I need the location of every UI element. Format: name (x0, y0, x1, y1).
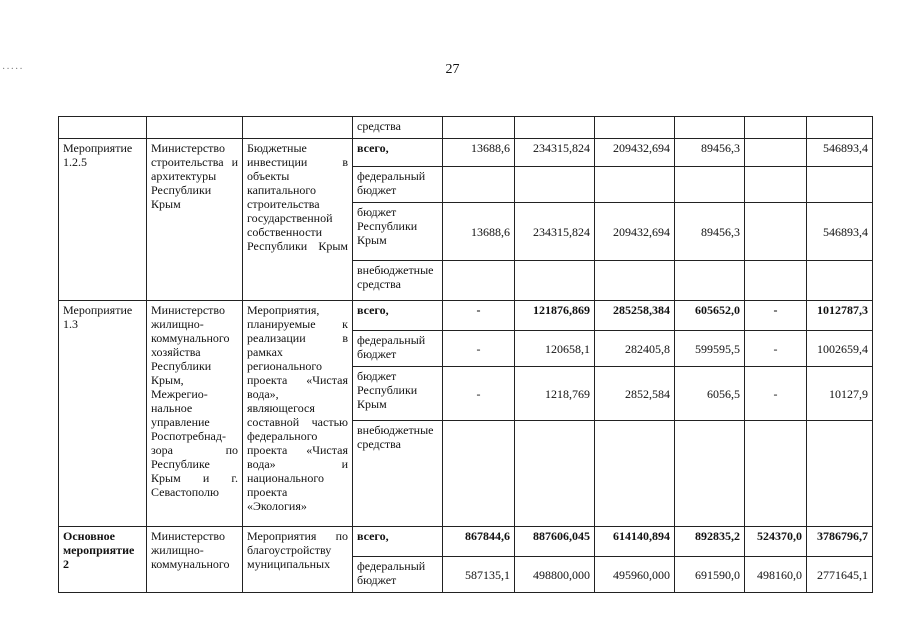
value-2020 (515, 421, 595, 527)
value-total (807, 167, 873, 203)
table-row (59, 301, 873, 331)
value-2023: - (745, 301, 807, 331)
value-2022 (675, 117, 745, 139)
value-2019 (443, 117, 515, 139)
value-2023 (745, 203, 807, 261)
value-2021: 209432,694 (595, 139, 675, 167)
value-2022: 6056,5 (675, 367, 745, 421)
value-total (807, 117, 873, 139)
source-cell: всего, (353, 139, 443, 167)
value-2021: 2852,584 (595, 367, 675, 421)
value-2022: 599595,5 (675, 331, 745, 367)
source-cell: внебюджетные средства (353, 421, 443, 527)
value-2023: - (745, 367, 807, 421)
description-cell: Мероприятия, планируемые к реализации в рамках регионального проекта «Чистая вода», являющегося составной частью федерального проекта «Чистая вода» и национального проекта «Экология» (243, 301, 353, 527)
value-2023 (745, 421, 807, 527)
executor-cell (147, 117, 243, 139)
executor-cell: Министерство строительства и архитектуры Республики Крым (147, 139, 243, 301)
value-2023: 524370,0 (745, 527, 807, 557)
value-2019 (443, 261, 515, 301)
description-cell: Мероприятия по благоустройству муниципальных (243, 527, 353, 593)
value-2020: 120658,1 (515, 331, 595, 367)
value-2023 (745, 167, 807, 203)
value-2020: 1218,769 (515, 367, 595, 421)
value-2023 (745, 117, 807, 139)
value-2021: 282405,8 (595, 331, 675, 367)
value-2021: 209432,694 (595, 203, 675, 261)
value-total: 1012787,3 (807, 301, 873, 331)
value-2022: 89456,3 (675, 139, 745, 167)
value-2020: 234315,824 (515, 139, 595, 167)
source-cell: бюджет Республики Крым (353, 203, 443, 261)
value-2020: 887606,045 (515, 527, 595, 557)
value-2022: 892835,2 (675, 527, 745, 557)
executor-cell: Министерство жилищно-коммунального (147, 527, 243, 593)
value-total (807, 421, 873, 527)
value-2020: 121876,869 (515, 301, 595, 331)
table-row (59, 527, 873, 557)
value-2022: 605652,0 (675, 301, 745, 331)
source-cell: всего, (353, 527, 443, 557)
value-2023 (745, 139, 807, 167)
margin-mark: ····· (2, 64, 24, 75)
value-2022 (675, 421, 745, 527)
value-2020: 498800,000 (515, 557, 595, 593)
value-total (807, 261, 873, 301)
value-2021 (595, 167, 675, 203)
value-total: 2771645,1 (807, 557, 873, 593)
value-2020 (515, 167, 595, 203)
value-2019: - (443, 331, 515, 367)
value-2023: - (745, 331, 807, 367)
value-2021: 495960,000 (595, 557, 675, 593)
value-2019: 587135,1 (443, 557, 515, 593)
source-cell: внебюджетные средства (353, 261, 443, 301)
description-cell: Бюджетные инвестиции в объекты капитального строительства государственной собственности Республики Крым (243, 139, 353, 301)
value-2023: 498160,0 (745, 557, 807, 593)
value-2021: 285258,384 (595, 301, 675, 331)
program-cell: Мероприятие 1.2.5 (59, 139, 147, 301)
table-row (59, 139, 873, 167)
value-2020: 234315,824 (515, 203, 595, 261)
value-2021 (595, 421, 675, 527)
value-2023 (745, 261, 807, 301)
budget-table (58, 116, 873, 593)
value-total: 3786796,7 (807, 527, 873, 557)
source-cell: бюджет Республики Крым (353, 367, 443, 421)
value-2022: 89456,3 (675, 203, 745, 261)
value-2019: - (443, 367, 515, 421)
source-cell: федеральный бюджет (353, 557, 443, 593)
value-2022: 691590,0 (675, 557, 745, 593)
value-2019: - (443, 301, 515, 331)
value-total: 546893,4 (807, 139, 873, 167)
source-cell: федеральный бюджет (353, 167, 443, 203)
program-cell: Основное мероприятие 2 (59, 527, 147, 593)
value-2019: 867844,6 (443, 527, 515, 557)
source-cell: федеральный бюджет (353, 331, 443, 367)
value-2020 (515, 117, 595, 139)
value-total: 1002659,4 (807, 331, 873, 367)
value-2022 (675, 167, 745, 203)
program-cell (59, 117, 147, 139)
value-2019: 13688,6 (443, 139, 515, 167)
source-cell: средства (353, 117, 443, 139)
value-2019 (443, 421, 515, 527)
value-2021 (595, 117, 675, 139)
description-cell (243, 117, 353, 139)
value-total: 546893,4 (807, 203, 873, 261)
value-2021 (595, 261, 675, 301)
page-number: 27 (445, 62, 460, 77)
value-2019 (443, 167, 515, 203)
value-2022 (675, 261, 745, 301)
value-2019: 13688,6 (443, 203, 515, 261)
source-cell: всего, (353, 301, 443, 331)
value-total: 10127,9 (807, 367, 873, 421)
value-2021: 614140,894 (595, 527, 675, 557)
program-cell: Мероприятие 1.3 (59, 301, 147, 527)
value-2020 (515, 261, 595, 301)
table-row (59, 117, 873, 139)
executor-cell: Министерство жилищно-коммунального хозяйства Республики Крым, Межрегио-нальное управление Роспотребнад-зора по Республике Крым и г. Севастополю (147, 301, 243, 527)
